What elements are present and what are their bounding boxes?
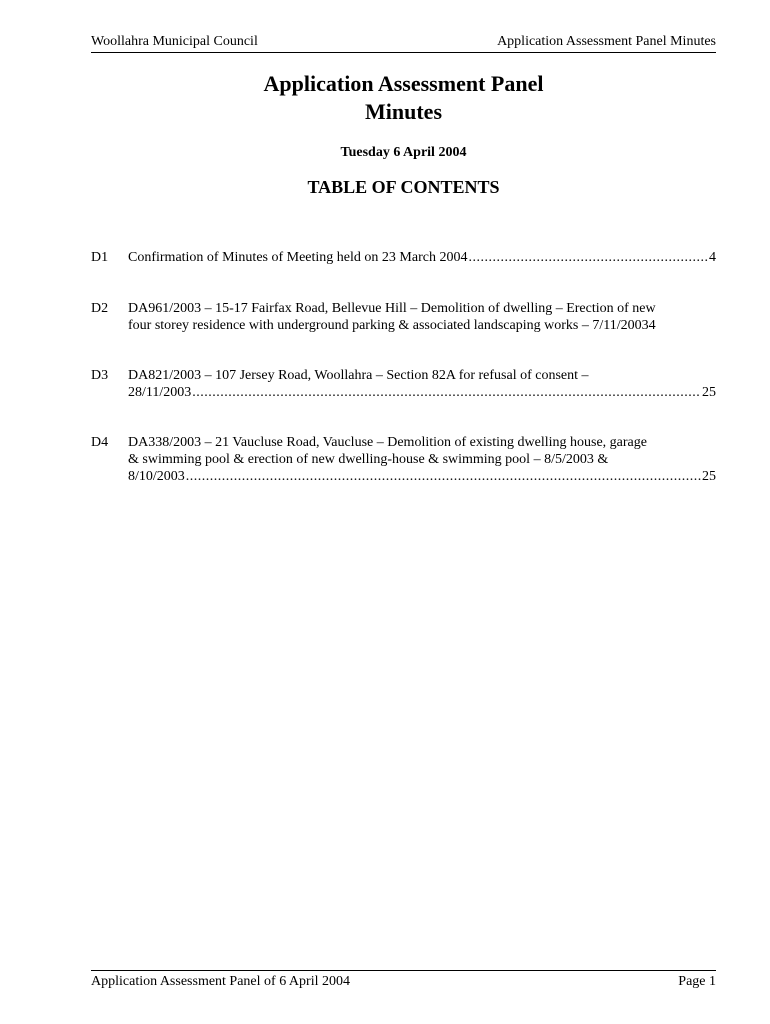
toc-entry-title: 28/11/2003 [128,385,192,400]
toc-entry-line: & swimming pool & erection of new dwelling-house & swimming pool – 8/5/2003 & [128,452,609,467]
toc-entry-number: D2 [91,301,109,316]
toc-entry-d3[interactable] [91,367,716,401]
header-council-name: Woollahra Municipal Council [91,34,258,49]
toc-entry-title: four storey residence with underground parking & associated landscaping works – 7/11/2003 [128,318,649,333]
toc-entry-page: 4 [648,318,656,333]
toc-entry-d1[interactable] [91,249,716,266]
toc-entry-number: D1 [91,250,109,265]
footer-page-number: Page 1 [678,974,716,989]
toc-entry-number: D4 [91,435,109,450]
toc-heading: TABLE OF CONTENTS [307,177,500,197]
page-footer [91,970,716,990]
toc-leader-dots [468,249,708,266]
page-header [91,34,716,53]
toc-leader-dots [186,468,701,485]
toc-entry-page: 4 [709,250,716,265]
toc-entry-line: DA821/2003 – 107 Jersey Road, Woollahra – Section 82A for refusal of consent – [128,368,589,383]
toc-entry-page: 25 [702,469,716,484]
toc-entry-line: DA338/2003 – 21 Vaucluse Road, Vaucluse – Demolition of existing dwelling house, garage [128,435,647,450]
toc-entry-line: DA961/2003 – 15-17 Fairfax Road, Bellevue Hill – Demolition of dwelling – Erection of new [128,301,656,316]
document-title [91,70,716,126]
header-document-title: Application Assessment Panel Minutes [497,34,716,49]
toc-entry-line [128,468,716,485]
toc-entry-title: 8/10/2003 [128,469,185,484]
toc-entry-d4[interactable] [91,434,716,485]
toc-entry-line [128,384,716,401]
footer-meeting-reference: Application Assessment Panel of 6 April 2004 [91,974,350,989]
toc-entry-d2[interactable] [91,300,716,334]
document-title-line-2: Minutes [365,99,442,124]
toc-entry-line [128,317,716,334]
toc-entry-line [128,249,716,266]
meeting-date: Tuesday 6 April 2004 [340,145,467,160]
toc-entry-page: 25 [702,385,716,400]
toc-entry-title: Confirmation of Minutes of Meeting held on 23 March 2004 [128,250,468,265]
toc-leader-dots [192,384,701,401]
document-title-line-1: Application Assessment Panel [263,71,544,96]
toc-entry-number: D3 [91,368,109,383]
